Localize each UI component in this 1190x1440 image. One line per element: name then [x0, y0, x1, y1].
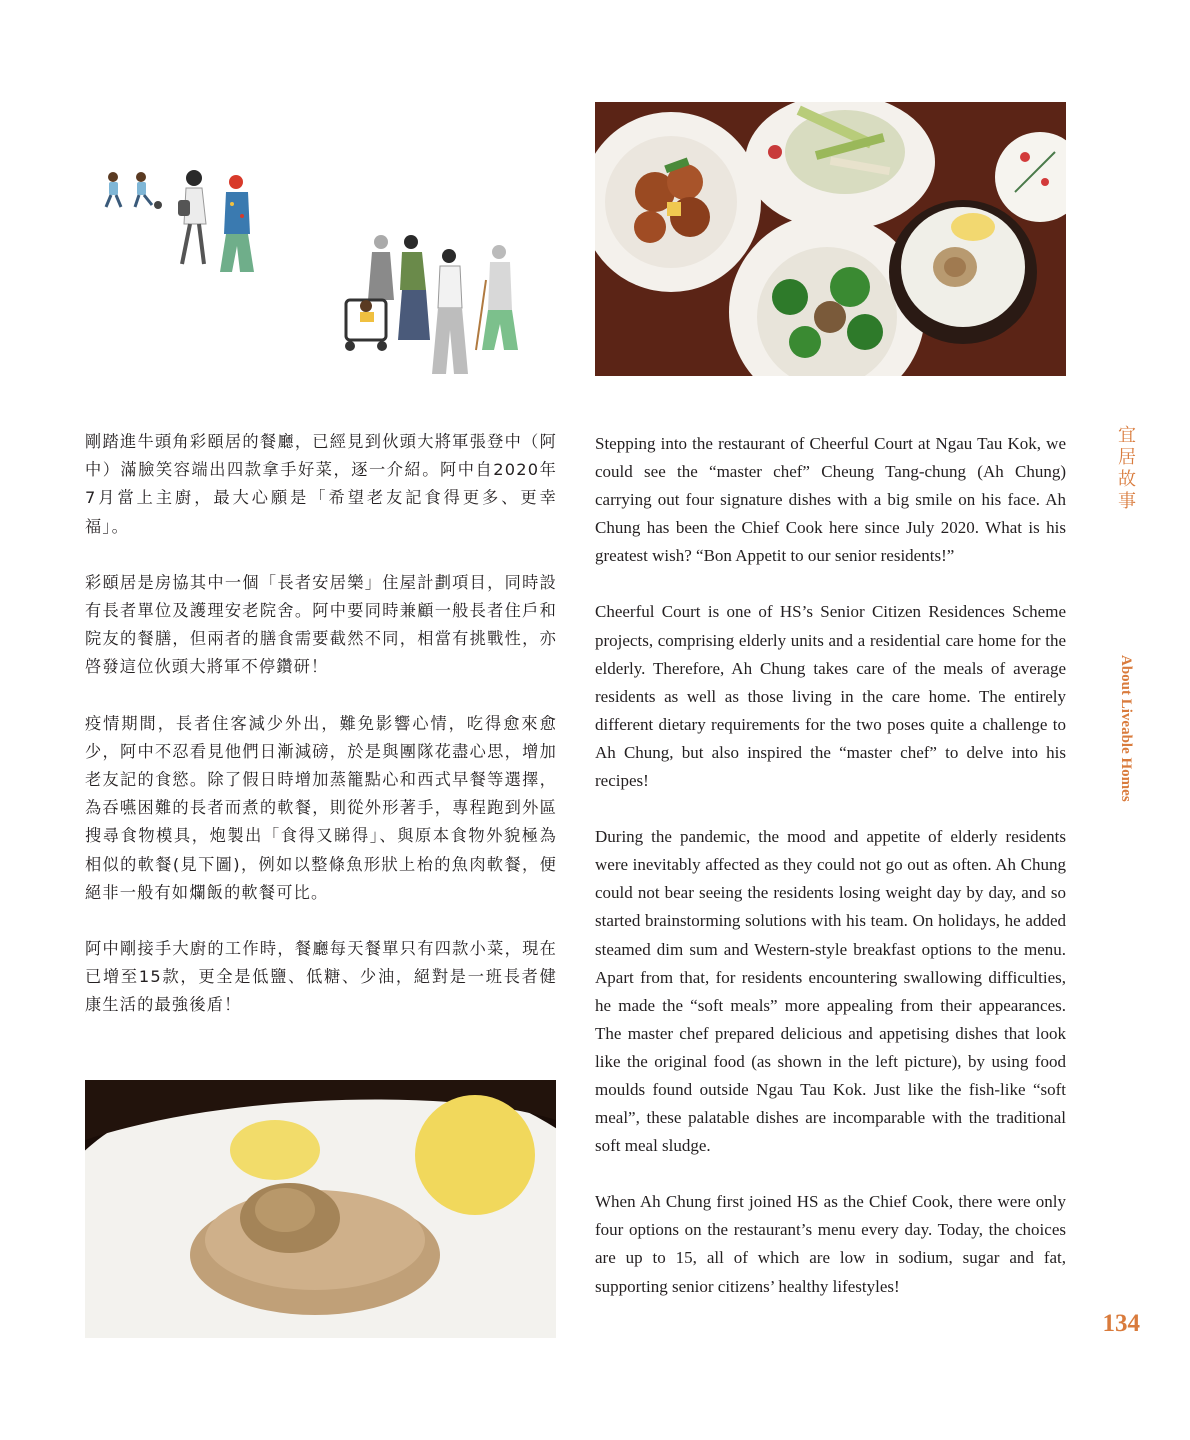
zh-paragraph-2: 彩頤居是房協其中一個「長者安居樂」住屋計劃項目，同時設有長者單位及護理安老院舍。阿中要同時兼顧一般長者住戶和院友的餐膳，但兩者的膳食需要截然不同，相當有挑戰性，亦啓發這位伙頭大將軍不停鑽研！: [85, 572, 557, 677]
soft-meal-photo: [85, 1080, 556, 1338]
english-text-column: [595, 430, 1066, 1329]
page-number: 134: [1102, 1310, 1140, 1337]
woman-figure: [178, 170, 206, 264]
en-paragraph-3: During the pandemic, the mood and appetite of elderly residents were inevitably affected as they could not go out as often. Ah Chung could not bear seeing the residents losing weight day by day, and so started brainstorming solutions with his team. On holidays, he added steamed dim sum and Western-style breakfast options to the menu. Apart from that, for residents encountering swallowing difficulties, he made the “soft meals” more appealing from their appearances. The master chef prepared delicious and appetising dishes that look like the original food (as shown in the left picture), by using food moulds found outside Ngau Tau Kok. Just like the fish-like “soft meal”, these palatable dishes are incomparable with the traditional soft meal sludge.: [595, 827, 1066, 1156]
side-title-en-text: About Liveable Homes: [1118, 655, 1134, 802]
zh-paragraph-4: 阿中剛接手大廚的工作時，餐廳每天餐單只有四款小菜，現在已增至15款，更全是低鹽、低糖、少油，絕對是一班長者健康生活的最強後盾！: [85, 939, 557, 1015]
walking-people-illustration: [90, 160, 560, 390]
man-red-cap-figure: [220, 175, 254, 272]
side-title-chinese: [1114, 425, 1140, 513]
chinese-text-column: [85, 428, 557, 1048]
en-paragraph-4: When Ah Chung first joined HS as the Chief Cook, there were only four options on the restaurant’s menu every day. Today, the choices are up to 15, all of which are low in sodium, sugar and fat, supporting senior citizens’ healthy lifestyles!: [595, 1192, 1066, 1296]
zh-paragraph-3: 疫情期間，長者住客減少外出，難免影響心情，吃得愈來愈少，阿中不忍看見他們日漸減磅，於是與團隊花盡心思，增加老友記的食慾。除了假日時增加蒸籠點心和西式早餐等選擇，為吞嚥困難的長者而煮的軟餐，則從外形著手，專程跑到外區搜尋食物模具，炮製出「食得又睇得」、與原本食物外貌極為相似的軟餐(見下圖)，例如以整條魚形狀上枱的魚肉軟餐，便絕非一般有如爛飯的軟餐可比。: [85, 713, 557, 902]
dishes-photo: [595, 102, 1066, 376]
side-title-english: [1114, 655, 1138, 835]
family-stroller-figures: [345, 235, 518, 374]
zh-paragraph-1: 剛踏進牛頭角彩頤居的餐廳，已經見到伙頭大將軍張登中（阿中）滿臉笑容端出四款拿手好菜，逐一介紹。阿中自2020年7月當上主廚，最大心願是「希望老友記食得更多、更幸福」。: [85, 432, 557, 536]
en-paragraph-1: Stepping into the restaurant of Cheerful Court at Ngau Tau Kok, we could see the “master chef” Cheung Tang-chung (Ah Chung) carrying out four signature dishes with a big smile on his face. Ah Chung has been the Chief Cook here since July 2020. What is his greatest wish? “Bon Appetit to our senior residents!”: [595, 434, 1066, 566]
side-title-zh-text: 宜居故事: [1115, 425, 1136, 513]
claypot-soft-meal: [889, 200, 1037, 344]
en-paragraph-2: Cheerful Court is one of HS’s Senior Citizen Residences Scheme projects, comprising elderly units and a residential care home for the elderly. Therefore, Ah Chung takes care of the meals of average residents as well as those living in the care home. The entirely different dietary requirements for the two poses quite a challenge to Ah Chung, but also inspired the “master chef” to delve into his recipes!: [595, 602, 1066, 791]
children-figures: [106, 172, 162, 209]
